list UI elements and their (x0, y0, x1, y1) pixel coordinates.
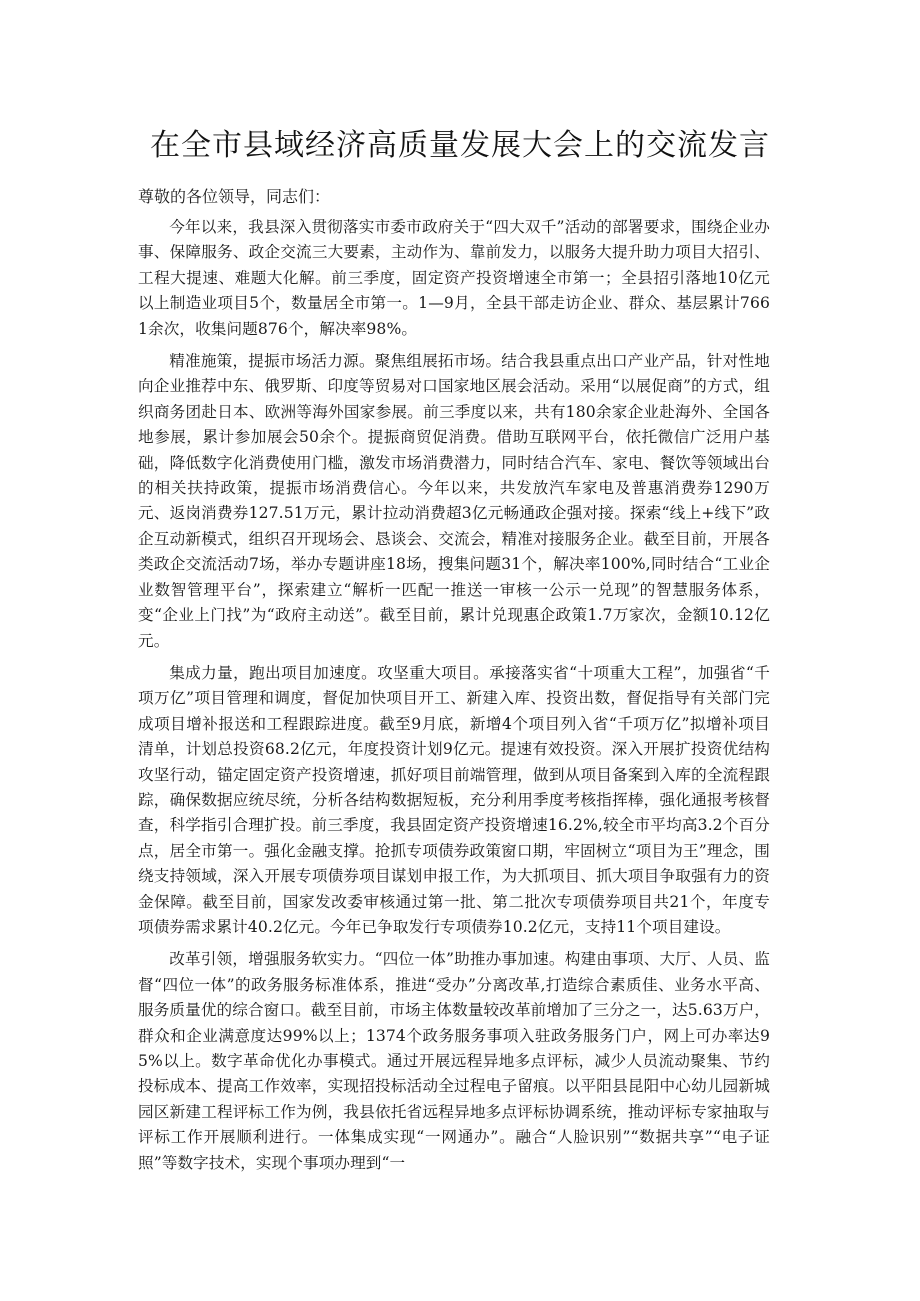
salutation: 尊敬的各位领导，同志们： (138, 187, 331, 206)
page-title: 在全市县域经济高质量发展大会上的交流发言 (150, 128, 770, 163)
paragraph-project-acceleration: 集成力量，跑出项目加速度。攻坚重大项目。承接落实省“十项重大工程”，加强省“千项万亿”项目管理和调度，督促加快项目开工、新建入库、投资出数，督促指导有关部门完成项目增补报送和工程跟踪进度。截至9月底，新增4个项目列入省“千项万亿”拟增补项目清单，计划总投资68.2亿元，年度投资计划9亿元。提速有效投资。深入开展扩投资优结构攻坚行动，锚定固定资产投资增速，抓好项目前端管理，做到从项目备案到入库的全流程跟踪，确保数据应统尽统，分析各结构数据短板，充分利用季度考核指挥棒，强化通报考核督查，科学指引合理扩投。前三季度，我县固定资产投资增速16.2%,较全市平均高3.2个百分点，居全市第一。强化金融支撑。抢抓专项债券政策窗口期，牢固树立“项目为王”理念，围绕支持领域，深入开展专项债券项目谋划申报工作，为大抓项目、抓大项目争取强有力的资金保障。截至目前，国家发改委审核通过第一批、第二批次专项债券项目共21个，年度专项债券需求累计40.2亿元。今年已争取发行专项债券10.2亿元，支持11个项目建设。 (138, 663, 770, 936)
paragraph-reform-service: 改革引领，增强服务软实力。“四位一体”助推办事加速。构建由事项、大厅、人员、监督“四位一体”的政务服务标准体系，推进“受办”分离改革,打造综合素质佳、业务水平高、服务质量优的综合窗口。截至目前，市场主体数量较改革前增加了三分之一，达5.63万户，群众和企业满意度达99%以上；1374个政务服务事项入驻政务服务门户，网上可办率达95%以上。数字革命优化办事模式。通过开展远程异地多点评标，减少人员流动聚集、节约投标成本、提高工作效率，实现招投标活动全过程电子留痕。以平阳县昆阳中心幼儿园新城园区新建工程评标工作为例，我县依托省远程异地多点评标协调系统，推动评标专家抽取与评标工作开展顺利进行。一体集成实现“一网通办”。融合“人脸识别”“数据共享”“电子证照”等数字技术，实现个事项办理到“一 (138, 950, 770, 1172)
paragraph-market-vitality: 精准施策，提振市场活力源。聚焦组展拓市场。结合我县重点出口产业产品，针对性地向企业推荐中东、俄罗斯、印度等贸易对口国家地区展会活动。采用“以展促商”的方式，组织商务团赴日本、欧洲等海外国家参展。前三季度以来，共有180余家企业赴海外、全国各地参展，累计参加展会50余个。提振商贸促消费。借助互联网平台，依托微信广泛用户基础，降低数字化消费使用门槛，激发市场消费潜力，同时结合汽车、家电、餐饮等领域出台的相关扶持政策，提振市场消费信心。今年以来，共发放汽车家电及普惠消费券1290万元、返岗消费券127.51万元，累计拉动消费超3亿元畅通政企强对接。探索“线上+线下”政企互动新模式，组织召开现场会、恳谈会、交流会，精准对接服务企业。截至目前，开展各类政企交流活动7场，举办专题讲座18场，搜集问题31个，解决率100%,同时结合“工业企业数智管理平台”，探索建立“解析一匹配一推送一审核一公示一兑现”的智慧服务体系，变“企业上门找”为“政府主动送”。截至目前，累计兑现惠企政策1.7万家次，金额10.12亿元。 (138, 352, 770, 650)
paragraph-intro: 今年以来，我县深入贯彻落实市委市政府关于“四大双千”活动的部署要求，围绕企业办事、保障服务、政企交流三大要素，主动作为、靠前发力，以服务大提升助力项目大招引、工程大提速、难题大化解。前三季度，固定资产投资增速全市第一；全县招引落地10亿元以上制造业项目5个，数量居全市第一。1—9月，全县干部走访企业、群众、基层累计7661余次，收集问题876个，解决率98%。 (138, 218, 770, 338)
document-body (138, 184, 770, 1183)
